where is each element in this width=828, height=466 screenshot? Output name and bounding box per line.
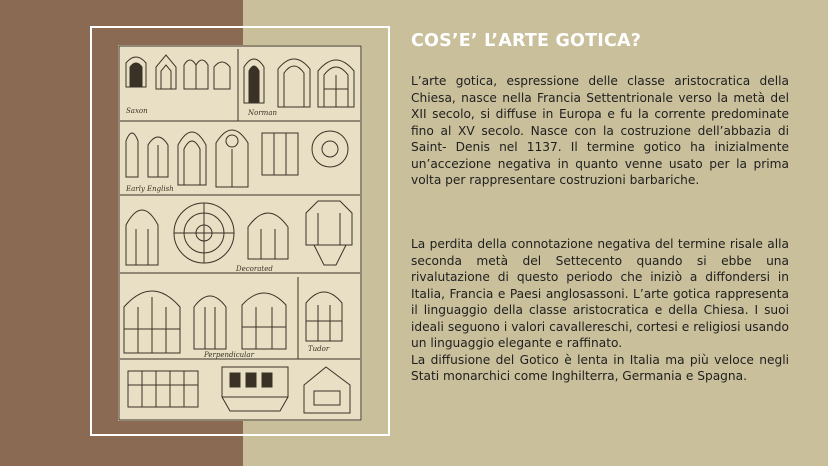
label-early-english: Early English <box>126 185 174 193</box>
label-decorated: Decorated <box>236 265 273 273</box>
decorated-windows <box>126 201 352 265</box>
tudor-windows <box>306 292 342 341</box>
slide-title: COS’E’ L’ARTE GOTICA? <box>411 31 642 51</box>
norman-windows <box>244 59 354 107</box>
label-saxon: Saxon <box>126 107 148 115</box>
perpendicular-windows <box>124 291 286 353</box>
windows-drawing <box>118 45 362 421</box>
label-tudor: Tudor <box>308 345 330 353</box>
paragraph-reevaluation-block <box>411 236 789 385</box>
saxon-windows <box>126 55 230 89</box>
label-norman: Norman <box>248 109 278 117</box>
early-english-windows <box>126 130 348 187</box>
label-perpendicular: Perpendicular <box>204 351 254 359</box>
paragraph-reevaluation: La perdita della connotazione negativa del termine risale alla seconda metà del Settecento quando si ebbe una rivalutazione di questo periodo che iniziò a diffondersi in Italia, Francia e Paesi anglosassoni. L’arte gotica rappresenta il linguaggio della classe aristocratica e della Chiesa. I suoi ideali seguono i valori cavallereschi, cortesi e religiosi usando un linguaggio elegante e raffinato. <box>411 237 789 350</box>
paragraph-origins: L’arte gotica, espressione delle classe aristocratica della Chiesa, nasce nella Francia Settentrionale verso la metà del XII secolo, si diffuse in Europa e fu la corrente predominate fino al XV secolo. Nasce con la costruzione dell’abbazia di Saint- Denis nel 1137. Il termine gotico ha inizialmente un’accezione negativa in quanto venne usato per la prima volta per rappresentare costruzioni barbariche. <box>411 74 789 187</box>
bay-windows <box>128 367 350 413</box>
paragraph-diffusion: La diffusione del Gotico è lenta in Italia ma più veloce negli Stati monarchici come Inghilterra, Germania e Spagna. <box>411 352 789 383</box>
gothic-windows-illustration <box>118 45 362 421</box>
